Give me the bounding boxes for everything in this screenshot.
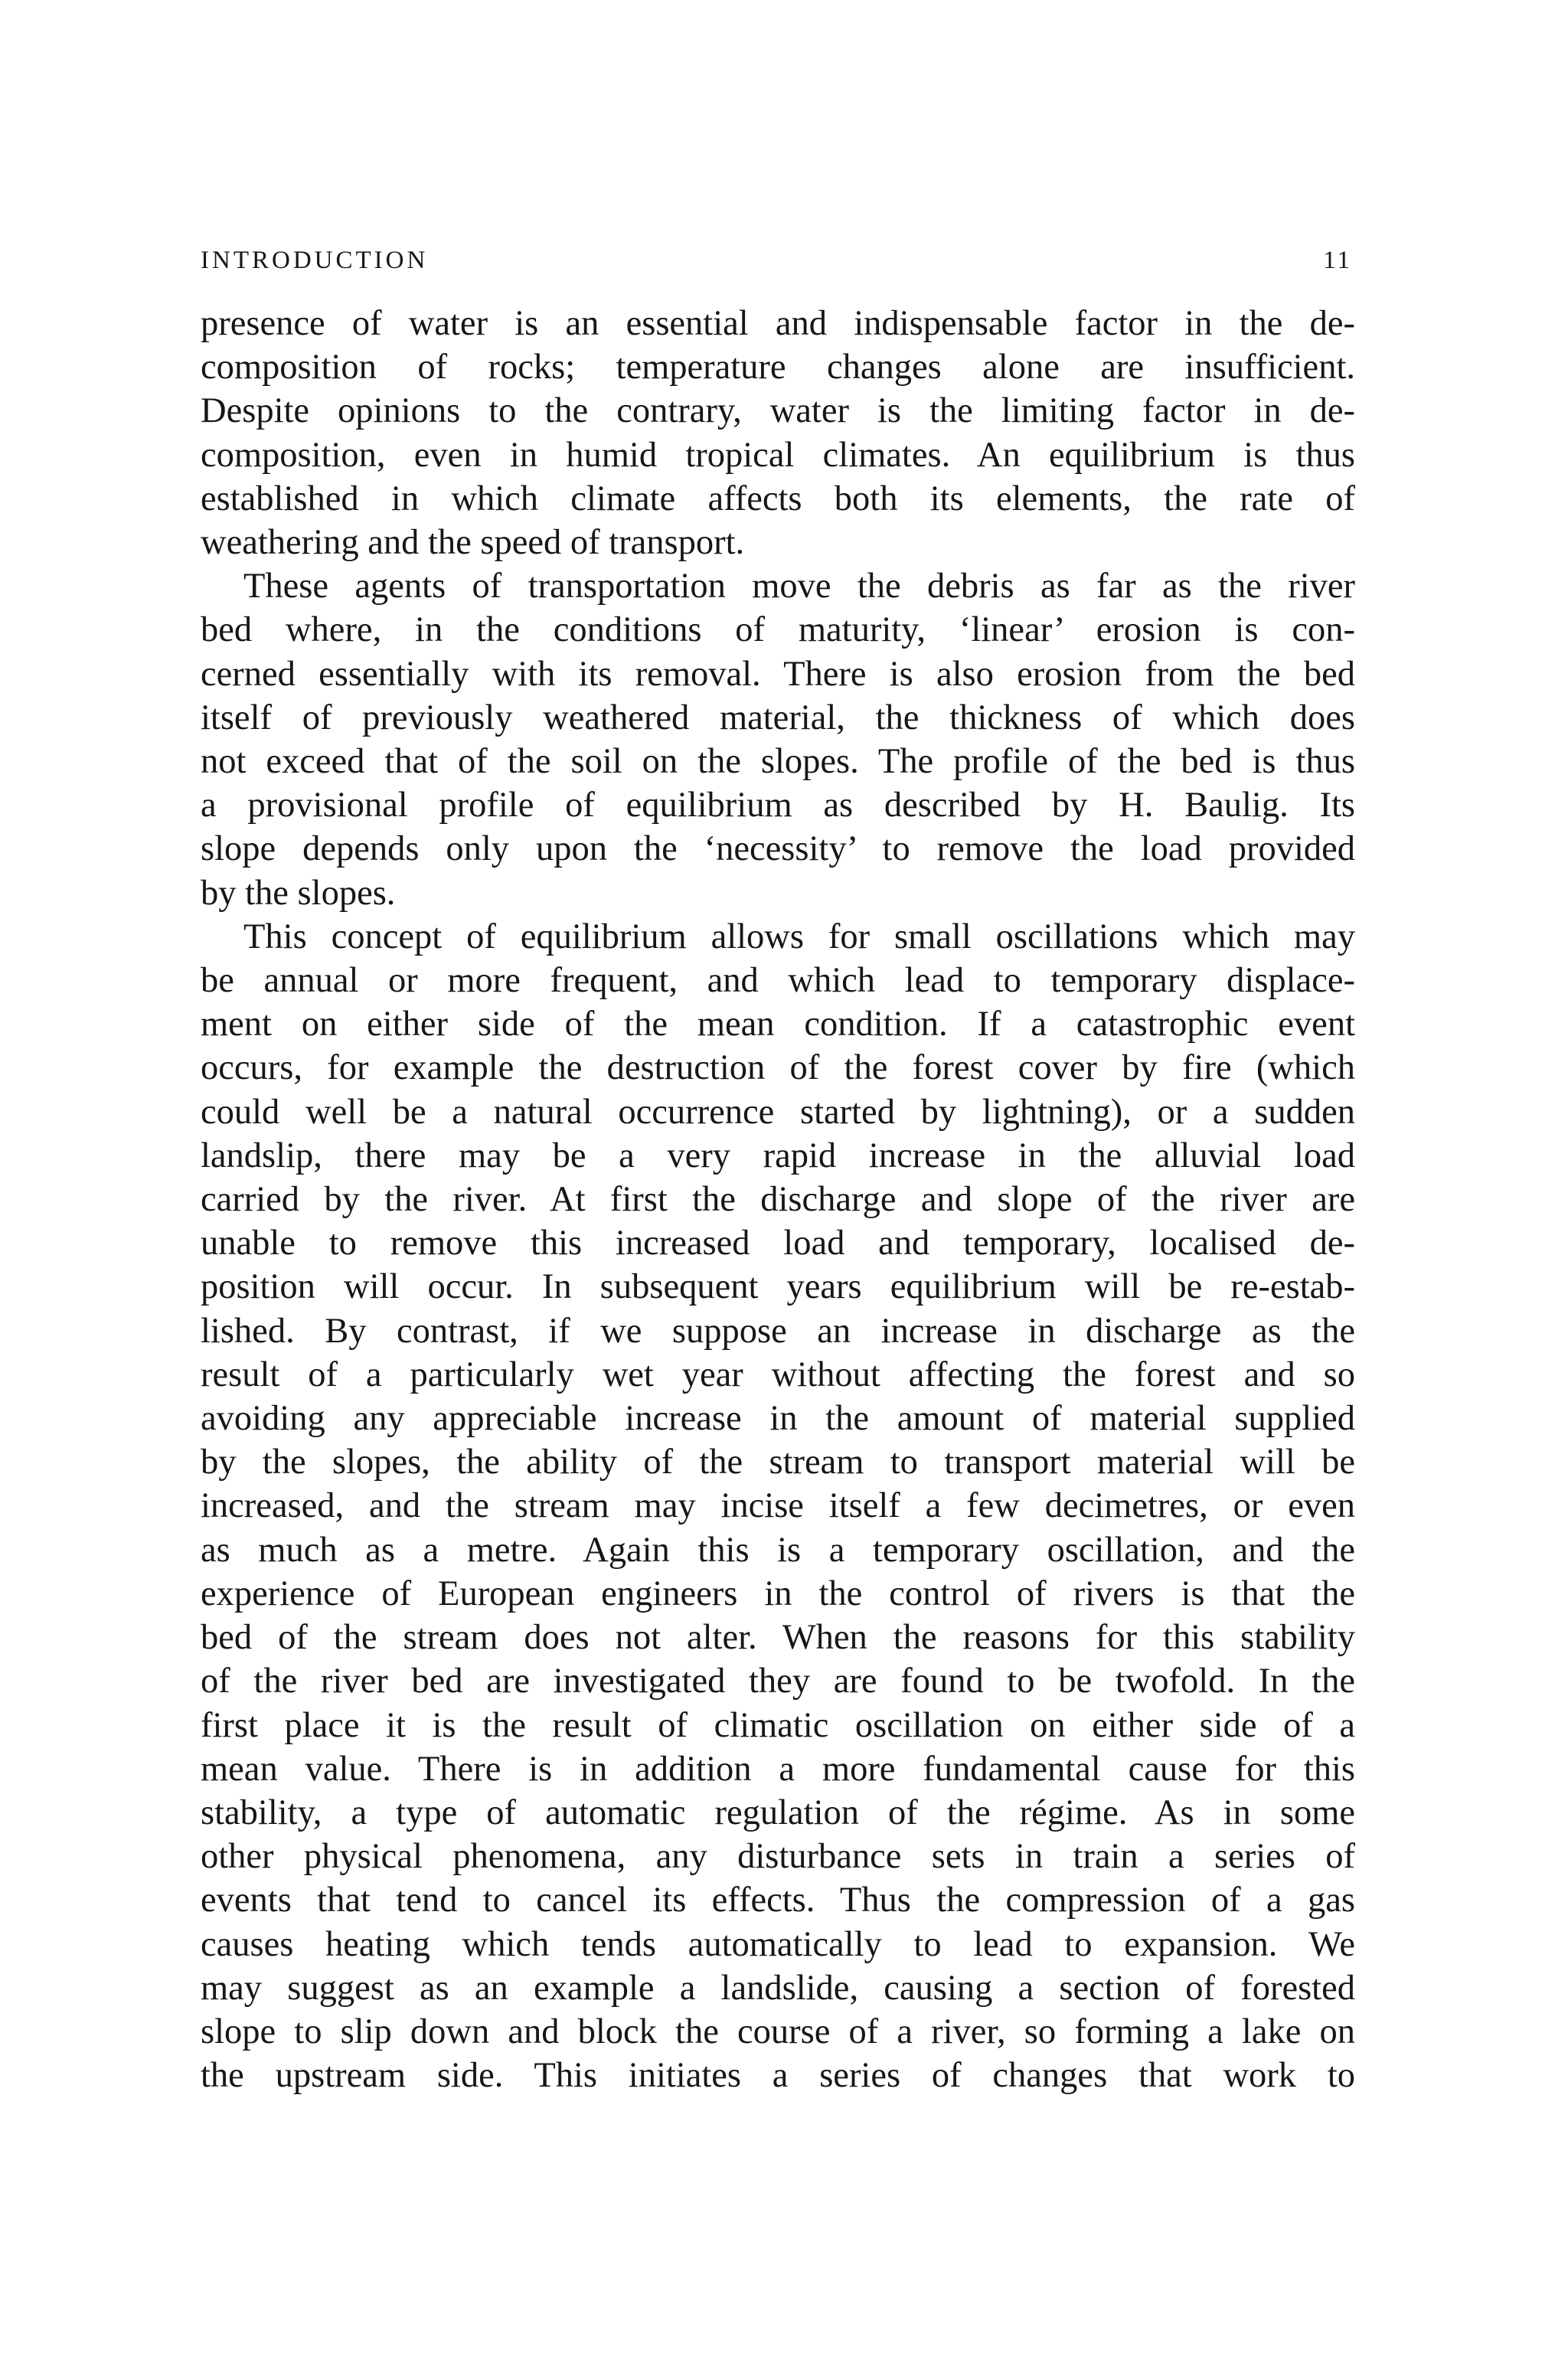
text-line: other physical phenomena, any disturbance sets in train a series of bbox=[201, 1837, 1355, 1877]
text-line: slope to slip down and block the course of a river, so forming a lake on bbox=[201, 2012, 1355, 2051]
text-line: a provisional profile of equilibrium as described by H. Baulig. Its bbox=[201, 786, 1355, 825]
text-line: first place it is the result of climatic oscillation on either side of a bbox=[201, 1705, 1355, 1745]
text-line: occurs, for example the destruction of the forest cover by fire (which bbox=[201, 1048, 1355, 1088]
text-line: not exceed that of the soil on the slopes. The profile of the bed is thus bbox=[201, 742, 1355, 782]
text-line: result of a particularly wet year without affecting the forest and so bbox=[201, 1355, 1355, 1394]
text-line: slope depends only upon the ‘necessity’ to remove the load provided bbox=[201, 829, 1355, 869]
text-line: the upstream side. This initiates a series of changes that work to bbox=[201, 2056, 1355, 2096]
text-line: experience of European engineers in the control of rivers is that the bbox=[201, 1574, 1355, 1613]
page-number: 11 bbox=[1323, 247, 1352, 274]
paragraph-2 bbox=[201, 564, 1355, 915]
text-line: avoiding any appreciable increase in the amount of material supplied bbox=[201, 1399, 1355, 1439]
text-line: mean value. There is in addition a more fundamental cause for this bbox=[201, 1749, 1355, 1789]
text-line: position will occur. In subsequent years equilibrium will be re-estab- bbox=[201, 1267, 1355, 1307]
text-line: bed of the stream does not alter. When the reasons for this stability bbox=[201, 1618, 1355, 1658]
text-line: as much as a metre. Again this is a temporary oscillation, and the bbox=[201, 1530, 1355, 1570]
text-line: cerned essentially with its removal. There is also erosion from the bed bbox=[201, 654, 1355, 694]
text-line: events that tend to cancel its effects. Thus the compression of a gas bbox=[201, 1881, 1355, 1920]
text-line: be annual or more frequent, and which lead to temporary displace- bbox=[201, 961, 1355, 1001]
text-line: could well be a natural occurrence started by lightning), or a sudden bbox=[201, 1092, 1355, 1132]
book-page bbox=[201, 245, 1355, 2097]
text-line: These agents of transportation move the debris as far as the river bbox=[243, 567, 1355, 606]
text-line: established in which climate affects both its elements, the rate of bbox=[201, 479, 1355, 518]
text-line: ment on either side of the mean condition. If a catastrophic event bbox=[201, 1005, 1355, 1044]
text-line: weathering and the speed of transport. bbox=[201, 523, 745, 563]
running-title: INTRODUCTION bbox=[201, 247, 429, 274]
paragraph-1 bbox=[201, 302, 1355, 564]
text-line: Despite opinions to the contrary, water is the limiting factor in de- bbox=[201, 391, 1355, 431]
text-line: of the river bed are investigated they are found to be twofold. In the bbox=[201, 1662, 1355, 1701]
running-head bbox=[201, 245, 1355, 276]
text-line: bed where, in the conditions of maturity, ‘linear’ erosion is con- bbox=[201, 610, 1355, 650]
text-line: by the slopes. bbox=[201, 873, 396, 913]
text-line: This concept of equilibrium allows for small oscillations which may bbox=[243, 917, 1355, 956]
text-line: may suggest as an example a landslide, causing a section of forested bbox=[201, 1968, 1355, 2008]
text-line: unable to remove this increased load and temporary, localised de- bbox=[201, 1224, 1355, 1263]
paragraph-3 bbox=[201, 915, 1355, 2097]
text-line: composition, even in humid tropical climates. An equilibrium is thus bbox=[201, 435, 1355, 475]
text-line: composition of rocks; temperature changes alone are insufficient. bbox=[201, 348, 1355, 387]
body-text bbox=[201, 302, 1355, 2097]
text-line: by the slopes, the ability of the stream to transport material will be bbox=[201, 1443, 1355, 1482]
text-line: itself of previously weathered material, the thickness of which does bbox=[201, 698, 1355, 737]
text-line: stability, a type of automatic regulation of the régime. As in some bbox=[201, 1793, 1355, 1832]
text-line: causes heating which tends automatically to lead to expansion. We bbox=[201, 1924, 1355, 1964]
text-line: lished. By contrast, if we suppose an increase in discharge as the bbox=[201, 1311, 1355, 1351]
text-line: increased, and the stream may incise itself a few decimetres, or even bbox=[201, 1486, 1355, 1526]
text-line: landslip, there may be a very rapid increase in the alluvial load bbox=[201, 1136, 1355, 1175]
text-line: carried by the river. At first the discharge and slope of the river are bbox=[201, 1180, 1355, 1220]
text-line: presence of water is an essential and indispensable factor in the de- bbox=[201, 304, 1355, 343]
